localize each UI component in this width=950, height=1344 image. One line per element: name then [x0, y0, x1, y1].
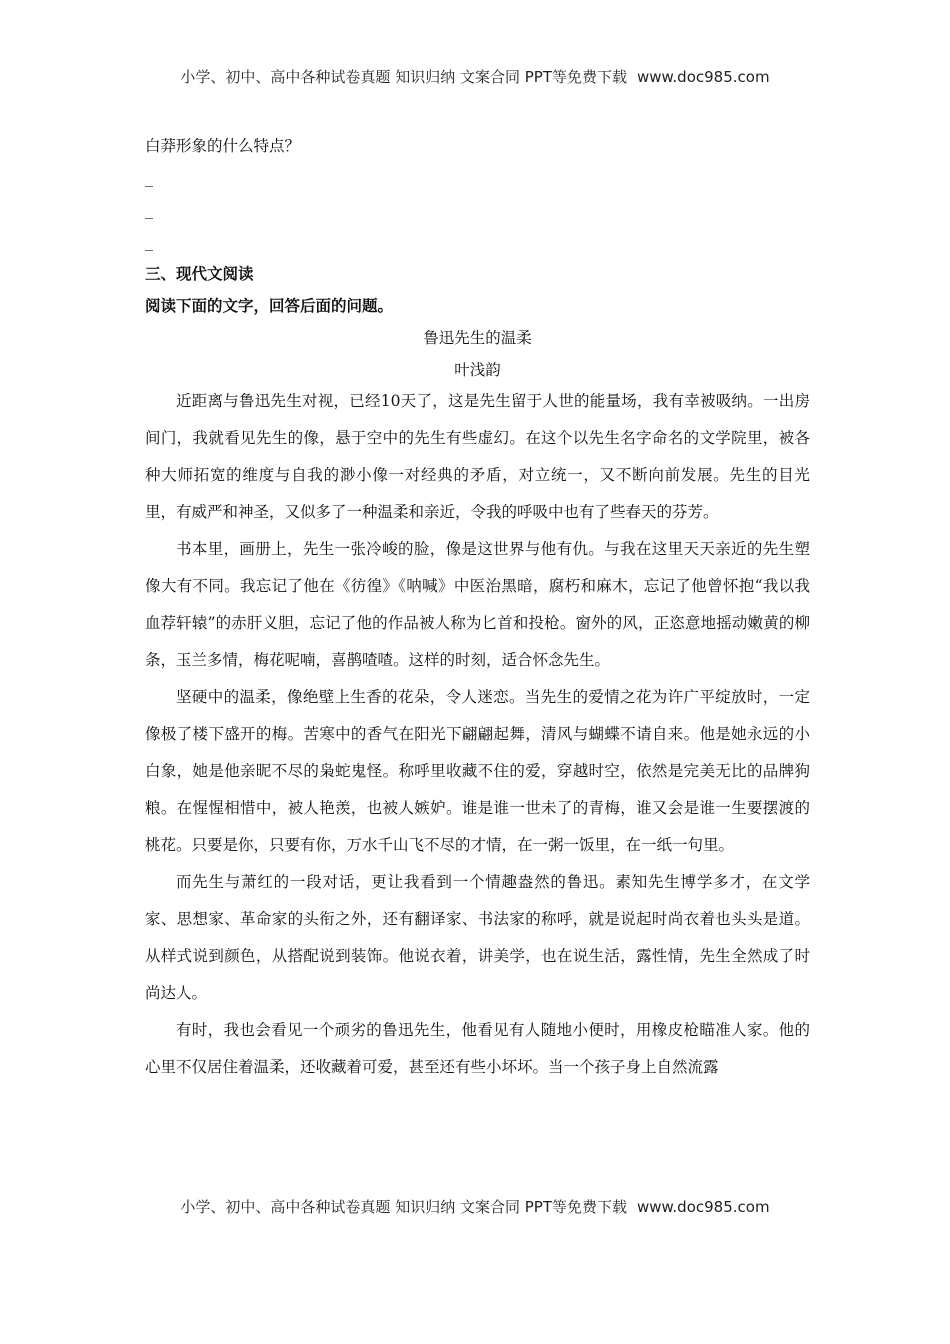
answer-line: _ [145, 168, 153, 187]
document-body [145, 135, 810, 1086]
answer-line: _ [145, 200, 153, 219]
page-header [0, 66, 950, 87]
article-text [145, 383, 810, 1086]
article-paragraph: 坚硬中的温柔，像绝壁上生香的花朵，令人迷恋。当先生的爱情之花为许广平绽放时，一定像极了楼下盛开的梅。苦寒中的香气在阳光下翩翩起舞，清风与蝴蝶不请自来。他是她永远的小白象，她是他亲昵不尽的枭蛇鬼怪。称呼里收藏不住的爱，穿越时空，依然是完美无比的品牌狗粮。在惺惺相惜中，被人艳羡，也被人嫉妒。谁是谁一世未了的青梅，谁又会是谁一生要摆渡的桃花。只要是你，只要有你，万水千山飞不尽的才情，在一粥一饭里，在一纸一句里。 [145, 688, 810, 854]
article-paragraph: 而先生与萧红的一段对话，更让我看到一个情趣盎然的鲁迅。素知先生博学多才，在文学家、思想家、革命家的头衔之外，还有翻译家、书法家的称呼，就是说起时尚衣着也头头是道。从样式说到颜色，从搭配说到装饰。他说衣着，讲美学，也在说生活，露性情，先生全然成了时尚达人。 [145, 873, 810, 1002]
article-author: 叶浅韵 [454, 361, 501, 379]
reading-instruction: 阅读下面的文字，回答后面的问题。 [145, 296, 394, 315]
question-tail: 白莽形象的什么特点？ [145, 137, 301, 155]
footer-text: 小学、初中、高中各种试卷真题 知识归纳 文案合同 PPT等免费下载 [180, 1198, 627, 1216]
article-paragraph: 近距离与鲁迅先生对视，已经10天了，这是先生留于人世的能量场，我有幸被吸纳。一出房间门，我就看见先生的像，悬于空中的先生有些虚幻。在这个以先生名字命名的文学院里，被各种大师拓宽的维度与自我的渺小像一对经典的矛盾，对立统一，又不断向前发展。先生的目光里，有威严和神圣，又似多了一种温柔和亲近，令我的呼吸中也有了些春天的芬芳。 [145, 392, 810, 521]
footer-site-link[interactable]: www.doc985.com [636, 1198, 770, 1216]
header-text: 小学、初中、高中各种试卷真题 知识归纳 文案合同 PPT等免费下载 [180, 68, 627, 86]
header-site-link[interactable]: www.doc985.com [636, 68, 770, 86]
answer-line: _ [145, 232, 153, 251]
article-paragraph: 书本里，画册上，先生一张冷峻的脸，像是这世界与他有仇。与我在这里天天亲近的先生塑像大有不同。我忘记了他在《彷徨》《呐喊》中医治黑暗，腐朽和麻木，忘记了他曾怀抱“我以我血荐轩辕”的赤肝义胆，忘记了他的作品被人称为匕首和投枪。窗外的风，正恣意地摇动嫩黄的柳条，玉兰多情，梅花呢喃，喜鹊喳喳。这样的时刻，适合怀念先生。 [145, 540, 810, 669]
page-footer [0, 1196, 950, 1217]
section-title: 三、现代文阅读 [145, 264, 254, 283]
article-title: 鲁迅先生的温柔 [423, 329, 532, 347]
article-paragraph: 有时，我也会看见一个顽劣的鲁迅先生，他看见有人随地小便时，用橡皮枪瞄准人家。他的心里不仅居住着温柔，还收藏着可爱，甚至还有些小坏坏。当一个孩子身上自然流露 [145, 1021, 810, 1076]
